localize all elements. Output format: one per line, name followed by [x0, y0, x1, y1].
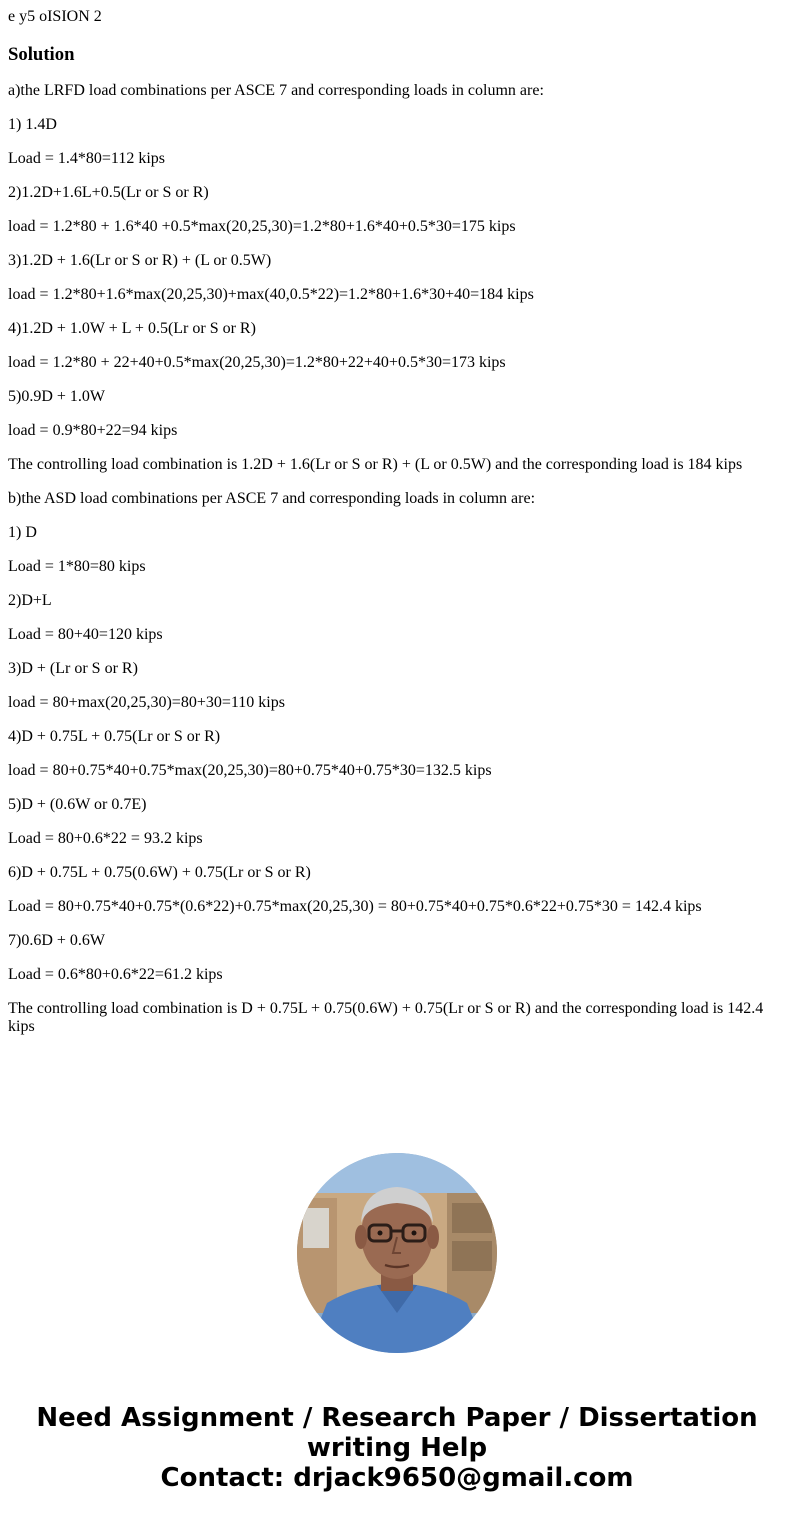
part-b-combo-3: 3)D + (Lr or S or R): [8, 660, 138, 677]
part-a-combo-5: 5)0.9D + 1.0W: [8, 388, 106, 405]
part-b-combo-1: 1) D: [8, 524, 37, 541]
part-a-load-3: load = 1.2*80+1.6*max(20,25,30)+max(40,0.5*22)=1.2*80+1.6*30+40=184 kips: [8, 286, 534, 303]
footer-banner: [0, 1403, 794, 1493]
part-b-load-6: Load = 80+0.75*40+0.75*(0.6*22)+0.75*max(20,25,30) = 80+0.75*40+0.75*0.6*22+0.75*30 = 142.4 kips: [8, 898, 702, 915]
part-b-load-5: Load = 80+0.6*22 = 93.2 kips: [8, 830, 203, 847]
part-a-load-1: Load = 1.4*80=112 kips: [8, 150, 165, 167]
footer-contact-line: Contact: drjack9650@gmail.com: [160, 1463, 634, 1493]
part-a-load-4: load = 1.2*80 + 22+40+0.5*max(20,25,30)=1.2*80+22+40+0.5*30=173 kips: [8, 354, 506, 371]
author-avatar: [297, 1153, 497, 1353]
part-a-intro: a)the LRFD load combinations per ASCE 7 and corresponding loads in column are:: [8, 82, 544, 99]
footer-line-2: writing Help: [306, 1433, 488, 1463]
part-a-load-2: load = 1.2*80 + 1.6*40 +0.5*max(20,25,30)=1.2*80+1.6*40+0.5*30=175 kips: [8, 218, 516, 235]
part-a-conclusion: The controlling load combination is 1.2D + 1.6(Lr or S or R) + (L or 0.5W) and the corresponding load is 184 kips: [8, 456, 743, 473]
solution-heading: Solution: [8, 44, 75, 65]
part-a-combo-3: 3)1.2D + 1.6(Lr or S or R) + (L or 0.5W): [8, 252, 272, 269]
part-b-combo-5: 5)D + (0.6W or 0.7E): [8, 796, 147, 813]
part-b-load-2: Load = 80+40=120 kips: [8, 626, 163, 643]
document-body: [8, 0, 786, 1036]
part-a-combo-4: 4)1.2D + 1.0W + L + 0.5(Lr or S or R): [8, 320, 256, 337]
part-a-combo-1: 1) 1.4D: [8, 116, 57, 133]
part-b-intro: b)the ASD load combinations per ASCE 7 and corresponding loads in column are:: [8, 490, 536, 507]
part-a-combo-2: 2)1.2D+1.6L+0.5(Lr or S or R): [8, 184, 209, 201]
part-a-load-5: load = 0.9*80+22=94 kips: [8, 422, 178, 439]
part-b-combo-2: 2)D+L: [8, 592, 52, 609]
part-b-conclusion: The controlling load combination is D + 0.75L + 0.75(0.6W) + 0.75(Lr or S or R) and the corresponding load is 142.4 kips: [8, 1000, 764, 1035]
part-b-combo-4: 4)D + 0.75L + 0.75(Lr or S or R): [8, 728, 221, 745]
author-portrait-image: [297, 1153, 497, 1353]
part-b-load-3: load = 80+max(20,25,30)=80+30=110 kips: [8, 694, 285, 711]
part-b-load-1: Load = 1*80=80 kips: [8, 558, 146, 575]
part-b-combo-7: 7)0.6D + 0.6W: [8, 932, 106, 949]
top-line-text: e y5 oISION 2: [8, 8, 102, 25]
part-b-combo-6: 6)D + 0.75L + 0.75(0.6W) + 0.75(Lr or S or R): [8, 864, 311, 881]
footer-line-1: Need Assignment / Research Paper / Dissertation: [36, 1403, 758, 1433]
part-b-load-4: load = 80+0.75*40+0.75*max(20,25,30)=80+0.75*40+0.75*30=132.5 kips: [8, 762, 492, 779]
part-b-load-7: Load = 0.6*80+0.6*22=61.2 kips: [8, 966, 223, 983]
